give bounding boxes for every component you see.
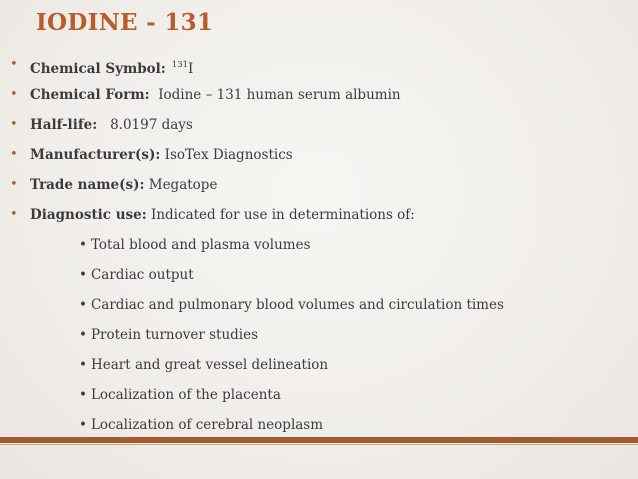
bullet-dot-icon: •	[79, 327, 87, 343]
bullet-value: 8.0197 days	[110, 117, 193, 133]
bullet-dot-icon: •	[10, 147, 18, 162]
bullet-dot-icon: •	[79, 237, 87, 253]
bullet-label: Diagnostic use:	[30, 207, 147, 223]
sub-bullet-text: Cardiac output	[90, 267, 194, 283]
bullet-dot-icon: •	[79, 357, 87, 373]
bullet-dot-icon: •	[10, 117, 18, 132]
bullet-dot-icon: •	[79, 267, 87, 283]
bullet-value: IsoTex Diagnostics	[164, 147, 293, 163]
sub-bullet-item	[79, 236, 504, 266]
bullet-label: Chemical Form:	[30, 87, 150, 103]
sub-bullet-text: Cardiac and pulmonary blood volumes and circulation times	[90, 297, 504, 313]
sub-bullet-item	[79, 296, 504, 326]
bullet-dot-icon: •	[79, 417, 87, 433]
footer-rule-thin	[0, 444, 638, 445]
slide-title: IODINE - 131	[36, 9, 214, 36]
bullet-label: Chemical Symbol:	[30, 61, 166, 77]
bullet-label: Half-life:	[30, 117, 98, 133]
sub-bullet-text: Protein turnover studies	[90, 327, 259, 343]
sub-bullet-item	[79, 356, 504, 386]
footer-rule	[0, 437, 638, 443]
bullet-value: Megatope	[148, 177, 218, 193]
bullet-label: Trade name(s):	[30, 177, 145, 193]
sub-bullet-item	[79, 266, 504, 296]
bullet-value: I	[188, 61, 194, 77]
sub-bullet-text: Heart and great vessel delineation	[90, 357, 329, 373]
bullet-value: Indicated for use in determinations of:	[151, 207, 415, 223]
bullet-label: Manufacturer(s):	[30, 147, 161, 163]
isotope-mass-number: 131	[171, 60, 189, 70]
bullet-dot-icon: •	[10, 207, 18, 222]
bullet-dot-icon: •	[10, 57, 18, 72]
bullet-dot-icon: •	[10, 177, 18, 192]
sub-bullet-text: Localization of the placenta	[90, 387, 281, 403]
bullet-dot-icon: •	[79, 297, 87, 313]
sub-bullet-text: Localization of cerebral neoplasm	[90, 417, 324, 433]
sub-bullet-item	[79, 326, 504, 356]
sub-bullet-text: Total blood and plasma volumes	[90, 237, 311, 253]
sub-bullet-list	[79, 236, 504, 446]
bullet-dot-icon: •	[10, 87, 18, 102]
bullet-value: Iodine – 131 human serum albumin	[158, 87, 401, 103]
bullet-dot-icon: •	[79, 387, 87, 403]
sub-bullet-item	[79, 386, 504, 416]
